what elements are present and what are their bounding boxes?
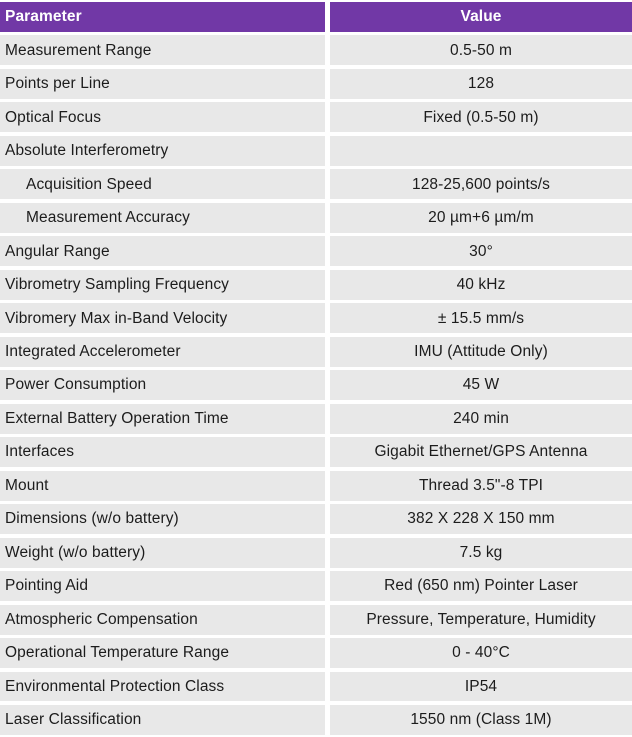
parameter-cell: Absolute Interferometry (0, 136, 325, 166)
value-cell: Thread 3.5"-8 TPI (330, 471, 632, 501)
parameter-cell: Power Consumption (0, 370, 325, 400)
parameter-cell: Mount (0, 471, 325, 501)
value-cell: 0 - 40°C (330, 638, 632, 668)
parameter-cell: Points per Line (0, 69, 325, 99)
value-cell: 45 W (330, 370, 632, 400)
value-cell: 30° (330, 236, 632, 266)
parameter-cell: Pointing Aid (0, 571, 325, 601)
value-cell: 382 X 228 X 150 mm (330, 504, 632, 534)
parameter-cell: Measurement Accuracy (0, 203, 325, 233)
parameter-cell: Interfaces (0, 437, 325, 467)
value-cell: 20 µm+6 µm/m (330, 203, 632, 233)
parameter-cell: Optical Focus (0, 102, 325, 132)
parameter-cell: Laser Classification (0, 705, 325, 735)
parameter-cell: Environmental Protection Class (0, 672, 325, 702)
header-cell-parameter: Parameter (0, 2, 325, 32)
value-cell: ± 15.5 mm/s (330, 303, 632, 333)
parameter-cell: Acquisition Speed (0, 169, 325, 199)
value-cell: Fixed (0.5-50 m) (330, 102, 632, 132)
value-cell: 128 (330, 69, 632, 99)
parameter-cell: Atmospheric Compensation (0, 605, 325, 635)
value-cell: 1550 nm (Class 1M) (330, 705, 632, 735)
spec-table (0, 2, 632, 735)
value-cell: IMU (Attitude Only) (330, 337, 632, 367)
parameter-cell: External Battery Operation Time (0, 404, 325, 434)
value-cell: 0.5-50 m (330, 35, 632, 65)
value-cell: 240 min (330, 404, 632, 434)
parameter-cell: Integrated Accelerometer (0, 337, 325, 367)
value-cell: Pressure, Temperature, Humidity (330, 605, 632, 635)
parameter-cell: Angular Range (0, 236, 325, 266)
value-cell: 7.5 kg (330, 538, 632, 568)
value-cell: 128-25,600 points/s (330, 169, 632, 199)
value-cell: IP54 (330, 672, 632, 702)
value-cell (330, 136, 632, 166)
value-cell: Red (650 nm) Pointer Laser (330, 571, 632, 601)
value-cell: 40 kHz (330, 270, 632, 300)
value-cell: Gigabit Ethernet/GPS Antenna (330, 437, 632, 467)
header-cell-value: Value (330, 2, 632, 32)
parameter-cell: Vibromery Max in-Band Velocity (0, 303, 325, 333)
parameter-cell: Dimensions (w/o battery) (0, 504, 325, 534)
parameter-cell: Measurement Range (0, 35, 325, 65)
parameter-cell: Operational Temperature Range (0, 638, 325, 668)
parameter-cell: Vibrometry Sampling Frequency (0, 270, 325, 300)
parameter-cell: Weight (w/o battery) (0, 538, 325, 568)
